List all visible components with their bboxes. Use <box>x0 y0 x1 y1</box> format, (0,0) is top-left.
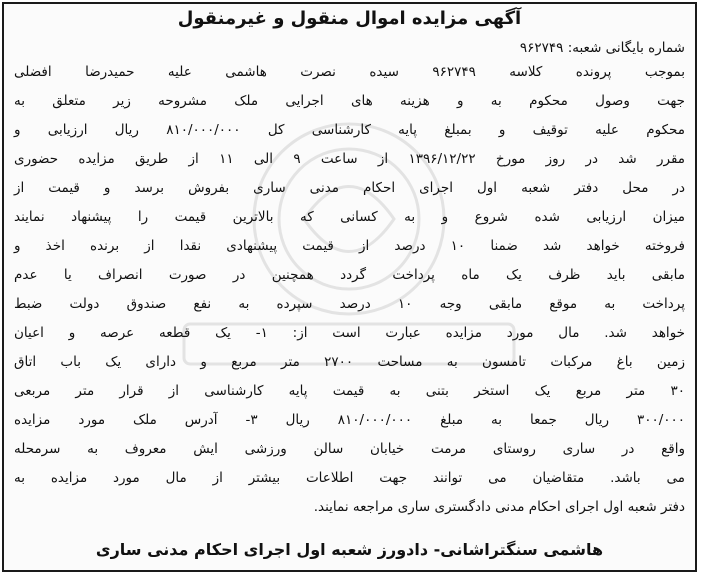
body-line: ۳۰۰/۰۰۰ ریال جمعا به مبلغ ۸۱۰/۰۰۰/۰۰۰ ریال ۳- آدرس ملک مورد مزایده <box>14 412 685 428</box>
watermark-logo <box>4 4 699 574</box>
body-line: دفتر شعبه اول اجرای احکام مدنی دادگستری ساری مراجعه نمایند. <box>313 499 685 515</box>
body-line: میزان ارزیابی شده شروع و به کسانی که بالاترین قیمت را پیشنهاد نمایند <box>14 209 685 225</box>
notice-title: آگهی مزایده اموال منقول و غیرمنقول <box>177 8 522 29</box>
body-line: محکوم علیه توقیف و بمبلغ پایه کارشناسی کل ۸۱۰/۰۰۰/۰۰۰ ریال ارزیابی و <box>14 122 685 138</box>
body-line: می باشد. متقاضیان می توانند جهت اطلاعات بیشتر از مال مورد مزایده به <box>14 470 685 486</box>
body-line: در محل دفتر شعبه اول اجرای احکام مدنی ساری بفروش برسد و قیمت از <box>14 180 685 196</box>
body-line: پرداخت به موقع مابقی وجه ۱۰ درصد سپرده به نفع صندوق دولت ضبط <box>14 296 685 312</box>
notice-frame <box>2 2 697 572</box>
body-line: مابقی باید ظرف یک ماه پرداخت گردد همچنین در صورت انصراف یا عدم <box>14 267 685 283</box>
signature-line: هاشمی سنگتراشانی- دادورز شعبه اول اجرای احکام مدنی ساری <box>95 540 604 559</box>
body-line: زمین باغ مرکبات تامسون به مساحت ۲۷۰۰ متر مربع و دارای یک باب اتاق <box>14 354 685 370</box>
body-line: جهت وصول محکوم به و هزینه های اجرایی ملک مشروحه زیر متعلق به <box>14 93 685 109</box>
body-line: مقرر شد در روز مورخ ۱۳۹۶/۱۲/۲۲ از ساعت ۹ الی ۱۱ از طریق مزایده حضوری <box>14 151 685 167</box>
archive-number: شماره بایگانی شعبه: ۹۶۲۷۴۹ <box>519 40 685 56</box>
body-line: خواهد شد. مال مورد مزایده عبارت است از: ۱- یک قطعه عرصه و اعیان <box>14 325 686 341</box>
body-line: واقع در ساری روستای مرمت خیابان سالن ورزشی ایش معروف به سرمحله <box>14 441 685 457</box>
body-line: بموجب پرونده کلاسه ۹۶۲۷۴۹ سیده نصرت هاشمی علیه حمیدرضا افضلی <box>14 64 685 80</box>
body-line: فروخته خواهد شد ضمنا ۱۰ درصد از قیمت پیشنهادی نقدا از برنده اخذ و <box>14 238 685 254</box>
body-line: ۳۰ متر مربع یک استخر بتنی به قیمت پایه کارشناسی از قرار متر مربعی <box>14 383 685 399</box>
